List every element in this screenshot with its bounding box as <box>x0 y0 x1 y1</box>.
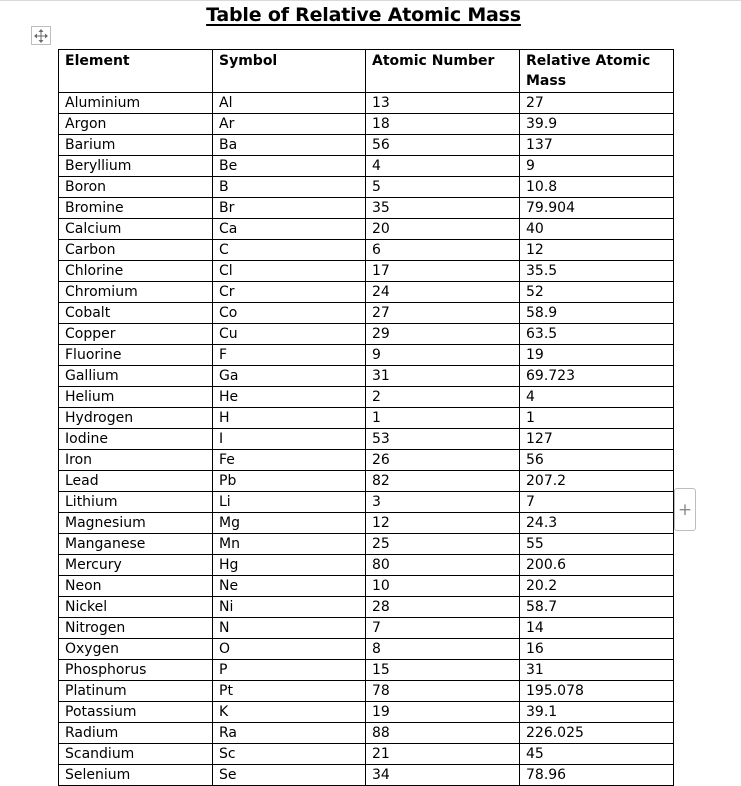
cell-element[interactable]: Bromine <box>59 198 213 219</box>
cell-symbol[interactable]: Pb <box>213 471 366 492</box>
cell-atomic-number[interactable]: 8 <box>366 639 520 660</box>
cell-element[interactable]: Nitrogen <box>59 618 213 639</box>
atomic-mass-table <box>58 49 674 786</box>
cell-element[interactable]: Selenium <box>59 765 213 786</box>
cell-relative-atomic-mass[interactable]: 195.078 <box>520 681 674 702</box>
cell-symbol[interactable]: Mg <box>213 513 366 534</box>
cell-symbol[interactable]: Al <box>213 93 366 114</box>
cell-atomic-number[interactable]: 6 <box>366 240 520 261</box>
cell-relative-atomic-mass[interactable]: 10.8 <box>520 177 674 198</box>
table-row <box>59 555 674 576</box>
move-arrows-icon <box>34 29 48 43</box>
table-row <box>59 681 674 702</box>
cell-relative-atomic-mass[interactable]: 40 <box>520 219 674 240</box>
cell-symbol[interactable]: C <box>213 240 366 261</box>
cell-element[interactable]: Magnesium <box>59 513 213 534</box>
cell-symbol[interactable]: B <box>213 177 366 198</box>
table-row <box>59 744 674 765</box>
cell-symbol[interactable]: Sc <box>213 744 366 765</box>
cell-atomic-number[interactable]: 25 <box>366 534 520 555</box>
cell-relative-atomic-mass[interactable]: 1 <box>520 408 674 429</box>
cell-element[interactable]: Iodine <box>59 429 213 450</box>
table-row <box>59 513 674 534</box>
cell-symbol[interactable]: Ar <box>213 114 366 135</box>
table-row <box>59 198 674 219</box>
table-row <box>59 240 674 261</box>
table-row <box>59 408 674 429</box>
table-row <box>59 282 674 303</box>
table-move-handle[interactable] <box>31 26 51 45</box>
cell-element[interactable]: Copper <box>59 324 213 345</box>
table-row <box>59 156 674 177</box>
table-row <box>59 135 674 156</box>
cell-symbol[interactable]: Ga <box>213 366 366 387</box>
cell-relative-atomic-mass[interactable]: 27 <box>520 93 674 114</box>
cell-atomic-number[interactable]: 17 <box>366 261 520 282</box>
cell-symbol[interactable]: Hg <box>213 555 366 576</box>
cell-element[interactable]: Chromium <box>59 282 213 303</box>
cell-atomic-number[interactable]: 31 <box>366 366 520 387</box>
cell-relative-atomic-mass[interactable]: 58.9 <box>520 303 674 324</box>
cell-symbol[interactable]: O <box>213 639 366 660</box>
cell-element[interactable]: Gallium <box>59 366 213 387</box>
header-symbol[interactable]: Symbol <box>213 50 366 93</box>
cell-atomic-number[interactable]: 9 <box>366 345 520 366</box>
table-row <box>59 639 674 660</box>
cell-atomic-number[interactable]: 20 <box>366 219 520 240</box>
header-relative-atomic-mass[interactable]: Relative Atomic Mass <box>520 50 674 93</box>
cell-element[interactable]: Aluminium <box>59 93 213 114</box>
cell-symbol[interactable]: Ca <box>213 219 366 240</box>
cell-relative-atomic-mass[interactable]: 58.7 <box>520 597 674 618</box>
cell-symbol[interactable]: Mn <box>213 534 366 555</box>
cell-element[interactable]: Neon <box>59 576 213 597</box>
table-row <box>59 534 674 555</box>
cell-relative-atomic-mass[interactable]: 55 <box>520 534 674 555</box>
cell-atomic-number[interactable]: 80 <box>366 555 520 576</box>
cell-relative-atomic-mass[interactable]: 137 <box>520 135 674 156</box>
cell-atomic-number[interactable]: 1 <box>366 408 520 429</box>
cell-element[interactable]: Hydrogen <box>59 408 213 429</box>
cell-element[interactable]: Radium <box>59 723 213 744</box>
cell-symbol[interactable]: Br <box>213 198 366 219</box>
table-row <box>59 429 674 450</box>
cell-symbol[interactable]: Ba <box>213 135 366 156</box>
plus-icon: + <box>677 499 693 520</box>
cell-symbol[interactable]: Ra <box>213 723 366 744</box>
cell-element[interactable]: Lithium <box>59 492 213 513</box>
cell-relative-atomic-mass[interactable]: 127 <box>520 429 674 450</box>
cell-symbol[interactable]: Ne <box>213 576 366 597</box>
table-row <box>59 702 674 723</box>
table-row <box>59 387 674 408</box>
cell-atomic-number[interactable]: 24 <box>366 282 520 303</box>
cell-atomic-number[interactable]: 29 <box>366 324 520 345</box>
cell-symbol[interactable]: P <box>213 660 366 681</box>
header-element[interactable]: Element <box>59 50 213 93</box>
table-row <box>59 660 674 681</box>
cell-symbol[interactable]: Li <box>213 492 366 513</box>
cell-relative-atomic-mass[interactable]: 78.96 <box>520 765 674 786</box>
cell-relative-atomic-mass[interactable]: 56 <box>520 450 674 471</box>
cell-relative-atomic-mass[interactable]: 63.5 <box>520 324 674 345</box>
cell-element[interactable]: Nickel <box>59 597 213 618</box>
cell-atomic-number[interactable]: 34 <box>366 765 520 786</box>
cell-atomic-number[interactable]: 2 <box>366 387 520 408</box>
cell-relative-atomic-mass[interactable]: 4 <box>520 387 674 408</box>
cell-relative-atomic-mass[interactable]: 39.1 <box>520 702 674 723</box>
cell-symbol[interactable]: Cl <box>213 261 366 282</box>
cell-relative-atomic-mass[interactable]: 20.2 <box>520 576 674 597</box>
table-row <box>59 765 674 786</box>
cell-element[interactable]: Barium <box>59 135 213 156</box>
cell-element[interactable]: Iron <box>59 450 213 471</box>
cell-element[interactable]: Potassium <box>59 702 213 723</box>
cell-atomic-number[interactable]: 28 <box>366 597 520 618</box>
table-row <box>59 366 674 387</box>
table-body <box>59 93 674 786</box>
cell-relative-atomic-mass[interactable]: 14 <box>520 618 674 639</box>
cell-element[interactable]: Manganese <box>59 534 213 555</box>
cell-symbol[interactable]: Se <box>213 765 366 786</box>
cell-element[interactable]: Fluorine <box>59 345 213 366</box>
add-row-button[interactable] <box>674 488 696 531</box>
cell-relative-atomic-mass[interactable]: 16 <box>520 639 674 660</box>
cell-relative-atomic-mass[interactable]: 200.6 <box>520 555 674 576</box>
page-title <box>0 4 727 26</box>
cell-atomic-number[interactable]: 13 <box>366 93 520 114</box>
cell-symbol[interactable]: Cu <box>213 324 366 345</box>
cell-symbol[interactable]: Be <box>213 156 366 177</box>
cell-atomic-number[interactable]: 7 <box>366 618 520 639</box>
table-row <box>59 303 674 324</box>
table-row <box>59 492 674 513</box>
cell-symbol[interactable]: K <box>213 702 366 723</box>
cell-relative-atomic-mass[interactable]: 19 <box>520 345 674 366</box>
cell-symbol[interactable]: Ni <box>213 597 366 618</box>
table-row <box>59 597 674 618</box>
cell-relative-atomic-mass[interactable]: 39.9 <box>520 114 674 135</box>
cell-symbol[interactable]: Co <box>213 303 366 324</box>
cell-element[interactable]: Scandium <box>59 744 213 765</box>
header-atomic-number[interactable]: Atomic Number <box>366 50 520 93</box>
cell-symbol[interactable]: F <box>213 345 366 366</box>
cell-atomic-number[interactable]: 10 <box>366 576 520 597</box>
table-row <box>59 618 674 639</box>
cell-symbol[interactable]: N <box>213 618 366 639</box>
cell-atomic-number[interactable]: 82 <box>366 471 520 492</box>
cell-atomic-number[interactable]: 78 <box>366 681 520 702</box>
cell-atomic-number[interactable]: 19 <box>366 702 520 723</box>
cell-symbol[interactable]: He <box>213 387 366 408</box>
cell-symbol[interactable]: I <box>213 429 366 450</box>
cell-element[interactable]: Oxygen <box>59 639 213 660</box>
cell-element[interactable]: Cobalt <box>59 303 213 324</box>
table-row <box>59 261 674 282</box>
cell-element[interactable]: Calcium <box>59 219 213 240</box>
cell-relative-atomic-mass[interactable]: 207.2 <box>520 471 674 492</box>
cell-element[interactable]: Platinum <box>59 681 213 702</box>
cell-atomic-number[interactable]: 18 <box>366 114 520 135</box>
table-row <box>59 324 674 345</box>
table-row <box>59 576 674 597</box>
cell-relative-atomic-mass[interactable]: 24.3 <box>520 513 674 534</box>
cell-atomic-number[interactable]: 3 <box>366 492 520 513</box>
cell-atomic-number[interactable]: 88 <box>366 723 520 744</box>
cell-atomic-number[interactable]: 12 <box>366 513 520 534</box>
cell-element[interactable]: Boron <box>59 177 213 198</box>
cell-atomic-number[interactable]: 27 <box>366 303 520 324</box>
cell-relative-atomic-mass[interactable]: 35.5 <box>520 261 674 282</box>
cell-element[interactable]: Helium <box>59 387 213 408</box>
table-row <box>59 345 674 366</box>
cell-relative-atomic-mass[interactable]: 9 <box>520 156 674 177</box>
cell-relative-atomic-mass[interactable]: 69.723 <box>520 366 674 387</box>
document-top-border <box>0 0 741 1</box>
cell-atomic-number[interactable]: 56 <box>366 135 520 156</box>
cell-symbol[interactable]: Pt <box>213 681 366 702</box>
cell-relative-atomic-mass[interactable]: 12 <box>520 240 674 261</box>
cell-element[interactable]: Argon <box>59 114 213 135</box>
cell-relative-atomic-mass[interactable]: 45 <box>520 744 674 765</box>
cell-relative-atomic-mass[interactable]: 226.025 <box>520 723 674 744</box>
table-row <box>59 471 674 492</box>
cell-atomic-number[interactable]: 35 <box>366 198 520 219</box>
cell-element[interactable]: Chlorine <box>59 261 213 282</box>
table-row <box>59 93 674 114</box>
cell-atomic-number[interactable]: 53 <box>366 429 520 450</box>
cell-symbol[interactable]: Cr <box>213 282 366 303</box>
cell-symbol[interactable]: H <box>213 408 366 429</box>
cell-element[interactable]: Mercury <box>59 555 213 576</box>
table-row <box>59 450 674 471</box>
cell-atomic-number[interactable]: 15 <box>366 660 520 681</box>
cell-relative-atomic-mass[interactable]: 79.904 <box>520 198 674 219</box>
table-row <box>59 177 674 198</box>
table-row <box>59 723 674 744</box>
cell-element[interactable]: Lead <box>59 471 213 492</box>
cell-atomic-number[interactable]: 21 <box>366 744 520 765</box>
table-row <box>59 114 674 135</box>
cell-relative-atomic-mass[interactable]: 7 <box>520 492 674 513</box>
table-header-row <box>59 50 674 93</box>
cell-symbol[interactable]: Fe <box>213 450 366 471</box>
cell-element[interactable]: Phosphorus <box>59 660 213 681</box>
title-text: Table of Relative Atomic Mass <box>206 4 521 26</box>
cell-element[interactable]: Beryllium <box>59 156 213 177</box>
cell-relative-atomic-mass[interactable]: 52 <box>520 282 674 303</box>
table-row <box>59 219 674 240</box>
cell-atomic-number[interactable]: 26 <box>366 450 520 471</box>
cell-relative-atomic-mass[interactable]: 31 <box>520 660 674 681</box>
cell-atomic-number[interactable]: 4 <box>366 156 520 177</box>
cell-element[interactable]: Carbon <box>59 240 213 261</box>
cell-atomic-number[interactable]: 5 <box>366 177 520 198</box>
